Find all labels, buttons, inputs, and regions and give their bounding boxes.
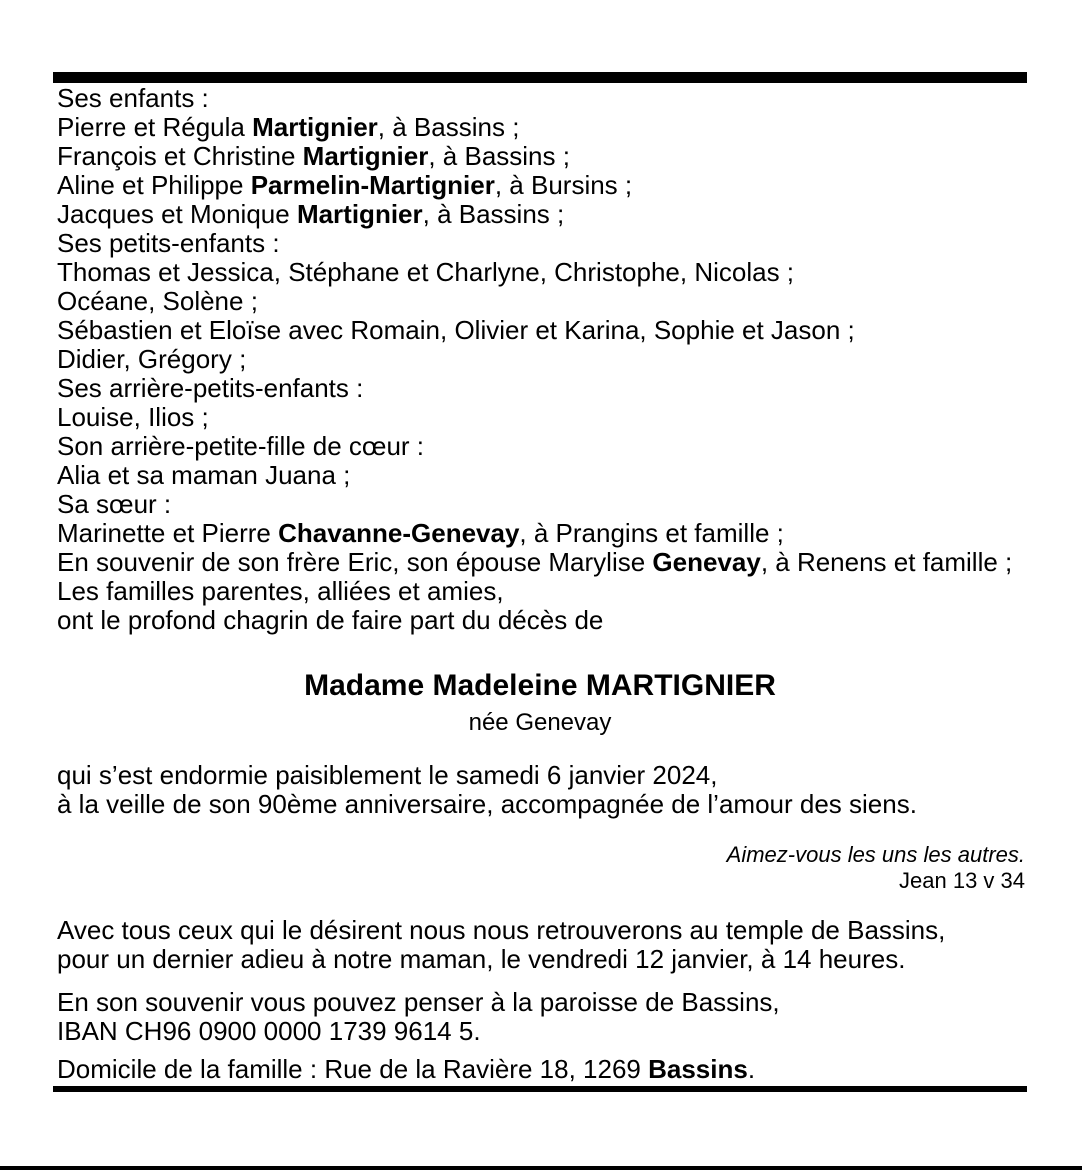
text-segment: Pierre et Régula [57,112,253,142]
bible-quote [57,842,1025,894]
text-segment: Son arrière-petite-fille de cœur : [57,431,425,461]
text-segment: Océane, Solène ; [57,286,258,316]
family-line [57,432,1025,461]
text-segment: Ses arrière-petits-enfants : [57,373,364,403]
surname-emphasis: Parmelin-Martignier [250,170,495,200]
family-line [57,606,1025,635]
text-segment: , à Bassins ; [422,199,565,229]
family-line [57,200,1025,229]
text-segment: , à Bursins ; [494,170,633,200]
ceremony-paragraph [57,916,1025,974]
text-segment: Ses enfants : [57,83,209,113]
text-segment: Louise, Ilios ; [57,402,209,432]
family-line [57,461,1025,490]
text-segment: , à Renens et famille ; [760,547,1013,577]
surname-emphasis: Martignier [252,112,378,142]
bottom-rule [53,1086,1027,1092]
family-line [57,142,1025,171]
death-paragraph [57,761,1025,819]
text-segment: ont le profond chagrin de faire part du décès de [57,605,604,635]
family-line [57,84,1025,113]
death-line: qui s’est endormie paisiblement le samedi 6 janvier 2024, [57,760,718,790]
family-line [57,287,1025,316]
family-line [57,171,1025,200]
surname-emphasis: Martignier [296,199,423,229]
family-line [57,490,1025,519]
family-line [57,403,1025,432]
quote-reference: Jean 13 v 34 [899,868,1025,893]
family-list [57,84,1025,635]
family-line [57,113,1025,142]
text-segment: Thomas et Jessica, Stéphane et Charlyne, Christophe, Nicolas ; [57,257,795,287]
text-segment: Marinette et Pierre [57,518,279,548]
text-segment: Sa sœur : [57,489,172,519]
family-line [57,345,1025,374]
surname-emphasis: Martignier [302,141,429,171]
deceased-name: Madame Madeleine MARTIGNIER [304,669,776,702]
text-segment: Sébastien et Eloïse avec Romain, Olivier et Karina, Sophie et Jason ; [57,315,855,345]
text-segment: Domicile de la famille : Rue de la Ravière 18, 1269 [57,1054,649,1084]
family-line [57,258,1025,287]
locality-emphasis: Bassins [648,1054,748,1084]
death-line: à la veille de son 90ème anniversaire, accompagnée de l’amour des siens. [57,789,917,819]
donation-paragraph [57,988,1025,1046]
text-segment: . [747,1054,756,1084]
family-line [57,316,1025,345]
family-line [57,577,1025,606]
text-segment: Aline et Philippe [57,170,251,200]
ceremony-line: pour un dernier adieu à notre maman, le vendredi 12 janvier, à 14 heures. [57,944,906,974]
family-line [57,519,1025,548]
family-line [57,374,1025,403]
top-rule [53,72,1027,83]
family-line [57,548,1025,577]
text-segment: Les familles parentes, alliées et amies, [57,576,504,606]
family-line [57,229,1025,258]
quote-verse: Aimez-vous les uns les autres. [726,842,1025,867]
surname-emphasis: Genevay [652,547,761,577]
text-segment: , à Prangins et famille ; [519,518,784,548]
domicile-line [57,1055,1025,1084]
maiden-name: née Genevay [468,709,612,736]
text-segment: Didier, Grégory ; [57,344,247,374]
surname-emphasis: Chavanne-Genevay [278,518,520,548]
text-segment: En souvenir de son frère Eric, son épouse Marylise [57,547,653,577]
text-segment: Jacques et Monique [57,199,297,229]
text-segment: Ses petits-enfants : [57,228,280,258]
page-edge-line [0,1166,1082,1170]
text-segment: , à Bassins ; [428,141,570,171]
text-segment: , à Bassins ; [377,112,520,142]
iban-line: IBAN CH96 0900 0000 1739 9614 5. [57,1016,481,1046]
donation-line: En son souvenir vous pouvez penser à la paroisse de Bassins, [57,987,780,1017]
text-segment: François et Christine [57,141,303,171]
text-segment: Alia et sa maman Juana ; [57,460,351,490]
ceremony-line: Avec tous ceux qui le désirent nous nous retrouverons au temple de Bassins, [57,915,946,945]
